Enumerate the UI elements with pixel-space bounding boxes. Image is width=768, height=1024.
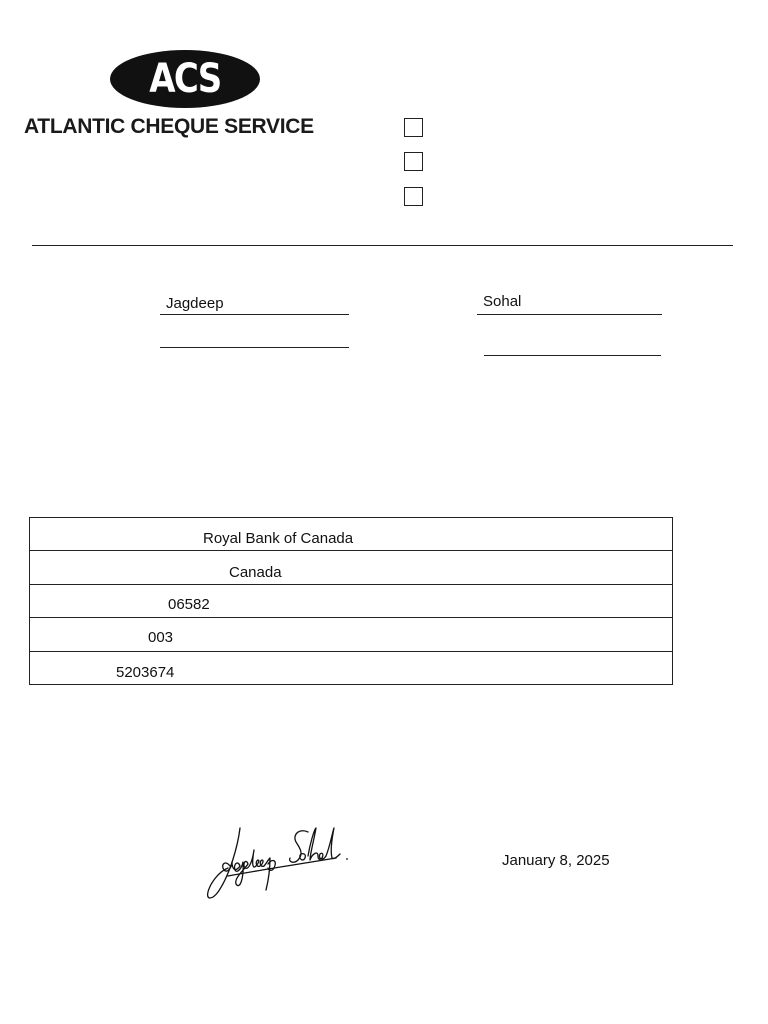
country-row xyxy=(30,551,672,584)
signature-date: January 8, 2025 xyxy=(502,852,610,869)
checkbox-3[interactable] xyxy=(404,187,423,206)
company-logo xyxy=(110,50,260,108)
first-name-value: Jagdeep xyxy=(166,295,224,312)
institution-number-value: 003 xyxy=(148,629,174,647)
institution-row xyxy=(30,618,672,651)
country-value: Canada xyxy=(229,564,282,582)
form-field-4[interactable] xyxy=(484,332,661,356)
last-name-field[interactable] xyxy=(477,291,662,315)
signature-image xyxy=(200,820,355,905)
last-name-value: Sohal xyxy=(483,293,522,310)
bank-name-row xyxy=(30,518,672,551)
checkbox-2[interactable] xyxy=(404,152,423,171)
company-name: ATLANTIC CHEQUE SERVICE xyxy=(24,115,314,138)
bank-info-table xyxy=(29,517,673,685)
transit-row xyxy=(30,585,672,618)
transit-number-value: 06582 xyxy=(168,595,210,613)
section-divider xyxy=(32,245,733,246)
bank-name-value: Royal Bank of Canada xyxy=(203,530,354,547)
account-number-value: 5203674 xyxy=(116,663,175,681)
form-field-3[interactable] xyxy=(160,324,349,348)
checkbox-1[interactable] xyxy=(404,118,423,137)
first-name-field[interactable] xyxy=(160,291,349,315)
logo-acronym: ACS xyxy=(149,56,221,102)
account-row xyxy=(30,652,672,685)
